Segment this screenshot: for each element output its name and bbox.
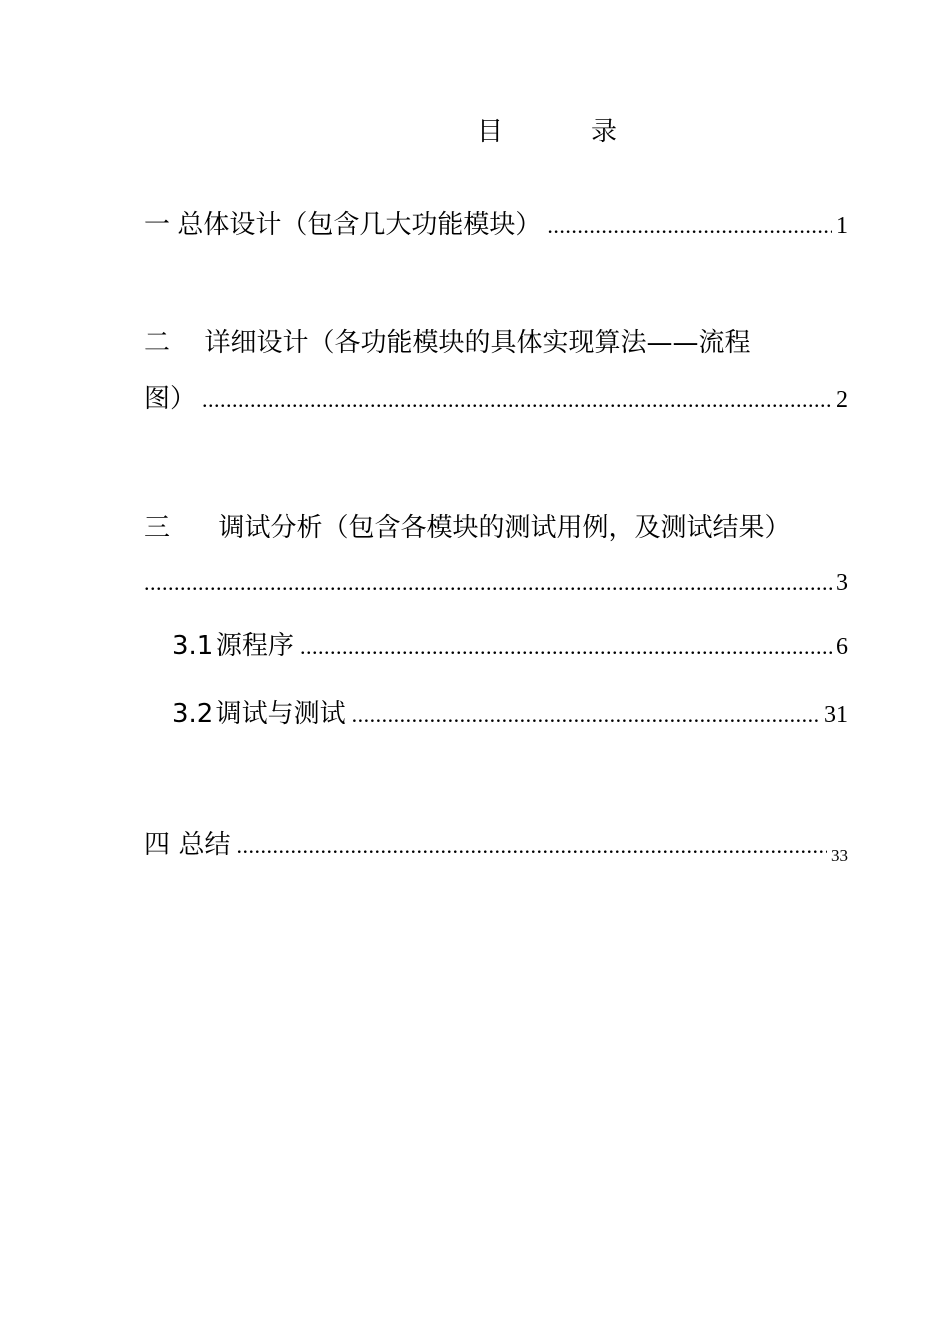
toc-entry-2-text-line2: 图） [144,384,197,414]
toc-entry-2-text-line1: 详细设计（各功能模块的具体实现算法——流程 [204,328,751,358]
toc-entry-3-2-leader [352,695,820,735]
toc-entry-3-1-number: 3.1 [172,631,214,661]
toc-entry-3-2-number: 3.2 [172,699,214,729]
toc-entry-3-1[interactable] [172,626,848,666]
toc-entry-3-line2[interactable] [144,563,848,603]
toc-entry-2-page: 2 [836,387,848,413]
toc-entry-3-leader [144,563,832,603]
toc-entry-2-line1[interactable] [144,323,751,363]
toc-entry-3-2-page: 31 [824,702,848,728]
toc-entry-1-text: 总体设计（包含几大功能模块） [177,210,542,240]
toc-entry-4-leader [237,826,827,866]
toc-entry-1-leader [547,206,832,246]
toc-entry-1-page: 1 [836,213,848,239]
toc-entry-3-line1[interactable] [144,508,791,548]
toc-entry-3-1-leader [300,627,832,667]
toc-entry-1[interactable] [144,205,848,245]
toc-entry-1-marker: 一 [144,210,171,240]
toc-title-part2: 录 [591,117,618,147]
toc-entry-3-page: 3 [836,570,848,596]
toc-entry-2-line2[interactable] [144,379,848,419]
toc-entry-3-1-text: 源程序 [215,631,294,661]
toc-entry-3-text: 调试分析（包含各模块的测试用例，及测试结果） [218,513,791,543]
toc-title [0,112,950,152]
toc-entry-2-leader [202,380,832,420]
toc-entry-3-2[interactable] [172,694,848,734]
toc-entry-4-text: 总结 [178,830,231,860]
toc-entry-3-2-text: 调试与测试 [215,699,346,729]
toc-entry-3-1-page: 6 [836,634,848,660]
toc-entry-3-marker: 三 [144,513,171,543]
toc-entry-2-marker: 二 [144,328,171,358]
toc-entry-4[interactable] [144,825,848,865]
toc-entry-4-marker: 四 [144,830,171,860]
toc-entry-4-page: 33 [831,846,848,865]
toc-title-part1: 目 [477,117,504,147]
